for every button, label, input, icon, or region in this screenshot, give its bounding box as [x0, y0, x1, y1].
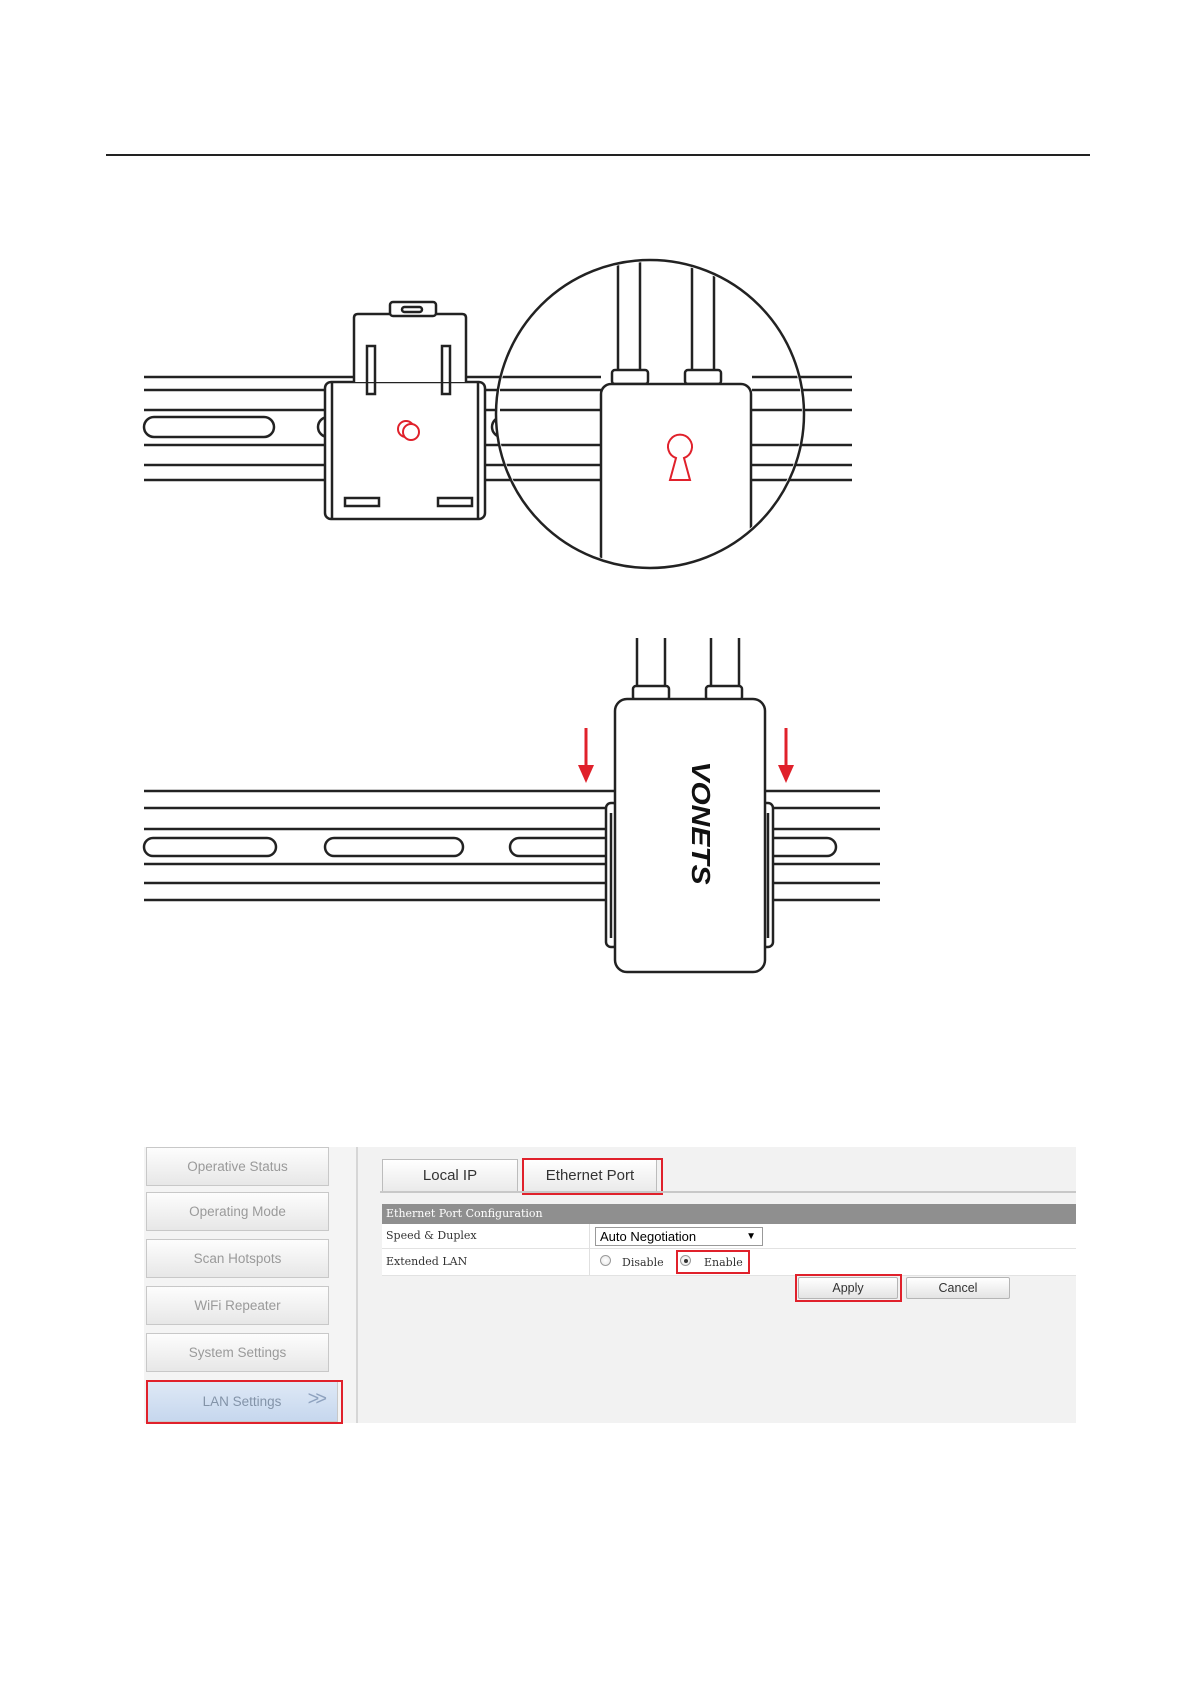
apply-button[interactable]: Apply: [798, 1277, 898, 1299]
highlight-box-apply: [795, 1274, 902, 1302]
sidebar-item-lan-settings[interactable]: LAN Settings >>: [146, 1380, 338, 1422]
sidebar-item-operating-mode[interactable]: Operating Mode: [146, 1192, 329, 1231]
speed-duplex-select[interactable]: Auto Negotiation ▼: [595, 1227, 763, 1246]
magnified-view: [496, 230, 860, 570]
disable-radio-label: Disable: [622, 1256, 664, 1269]
sidebar-item-wifi-repeater[interactable]: WiFi Repeater: [146, 1286, 329, 1325]
bracket: [325, 302, 485, 519]
sidebar-item-system-settings[interactable]: System Settings: [146, 1333, 329, 1372]
tab-local-ip[interactable]: Local IP: [382, 1159, 518, 1192]
row-speed-duplex: [382, 1224, 1076, 1249]
cancel-button[interactable]: Cancel: [906, 1277, 1010, 1299]
sidebar-item-operative-status[interactable]: Operative Status: [146, 1147, 329, 1186]
highlight-box-ethernet-tab: [522, 1158, 663, 1195]
dropdown-arrow-icon: ▼: [746, 1231, 756, 1242]
highlight-box-enable: [676, 1250, 750, 1274]
header-rule: [106, 154, 1090, 156]
highlight-box-lan-settings: [146, 1380, 343, 1424]
row-extended-lan: [382, 1249, 1076, 1276]
main-panel: [358, 1147, 1076, 1423]
tab-ethernet-port[interactable]: Ethernet Port: [523, 1159, 657, 1192]
sidebar-item-scan-hotspots[interactable]: Scan Hotspots: [146, 1239, 329, 1278]
enable-radio-label: Enable: [704, 1256, 743, 1269]
device-on-rail-illustration: [140, 638, 880, 988]
brand-logo: [687, 761, 715, 885]
double-chevron-icon: >>: [307, 1388, 323, 1410]
disable-radio[interactable]: [600, 1255, 611, 1266]
section-title: Ethernet Port Configuration: [382, 1204, 1076, 1224]
sidebar: [144, 1147, 356, 1423]
speed-duplex-label: Speed & Duplex: [386, 1229, 477, 1242]
extended-lan-label: Extended LAN: [386, 1255, 468, 1268]
tab-underline: [380, 1191, 1076, 1193]
din-rail-bracket-illustration: [140, 230, 860, 570]
brand-logo-text: VONETS: [686, 761, 715, 885]
router-settings-screenshot: [144, 1147, 1076, 1423]
